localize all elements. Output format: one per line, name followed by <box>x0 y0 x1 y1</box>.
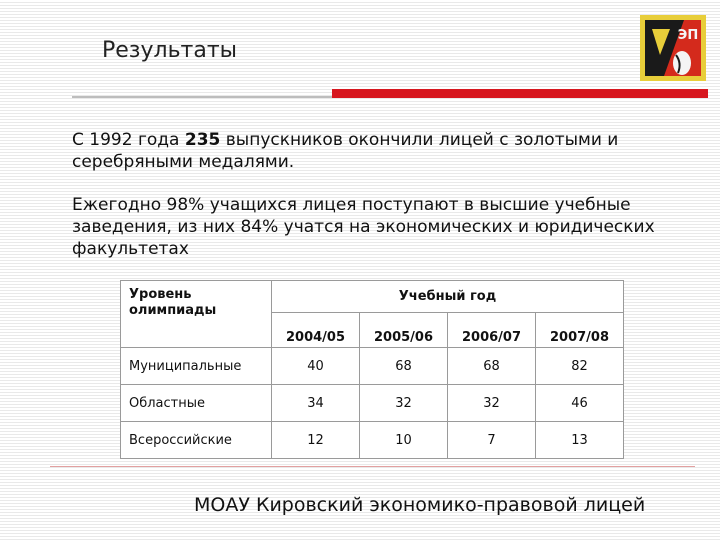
year-header: 2004/05 <box>272 313 360 348</box>
row-label-all-russian: Всероссийские <box>121 422 272 459</box>
medalists-paragraph <box>72 129 672 173</box>
medalists-text-end: выпускников окончили лицей с золотыми и серебряными медалями. <box>72 130 619 172</box>
table-cell: 32 <box>448 385 536 422</box>
medalists-count: 235 <box>184 130 221 150</box>
header-academic-year: Учебный год <box>272 281 624 313</box>
table-cell: 34 <box>272 385 360 422</box>
medalists-text-start: С 1992 года <box>72 130 185 150</box>
year-header: 2006/07 <box>448 313 536 348</box>
olympiad-results-table <box>120 280 624 459</box>
table-row <box>121 385 624 422</box>
logo-letters: ЭП <box>677 28 699 43</box>
title-underline-red <box>332 89 708 98</box>
table-cell: 68 <box>448 348 536 385</box>
table-cell: 46 <box>536 385 624 422</box>
table-cell: 13 <box>536 422 624 459</box>
table-cell: 10 <box>360 422 448 459</box>
title-underline-gray <box>72 96 334 98</box>
row-label-regional: Областные <box>121 385 272 422</box>
slide-title: Результаты <box>102 38 238 63</box>
year-header: 2005/06 <box>360 313 448 348</box>
table-row <box>121 422 624 459</box>
lyceum-logo-emblem <box>640 15 706 81</box>
header-olympiad-level: Уровень олимпиады <box>121 281 272 348</box>
table-cell: 32 <box>360 385 448 422</box>
table-cell: 68 <box>360 348 448 385</box>
university-admission-paragraph: Ежегодно 98% учащихся лицея поступают в высшие учебные заведения, из них 84% учатся на экономических и юридических факультетах <box>72 195 655 259</box>
year-header: 2007/08 <box>536 313 624 348</box>
lyceum-logo <box>640 15 706 81</box>
row-label-municipal: Муниципальные <box>121 348 272 385</box>
table-cell: 7 <box>448 422 536 459</box>
table-cell: 12 <box>272 422 360 459</box>
table-cell: 40 <box>272 348 360 385</box>
table-row <box>121 348 624 385</box>
footer-divider <box>50 466 695 467</box>
footer-school-name: МОАУ Кировский экономико-правовой лицей <box>194 494 646 516</box>
table-cell: 82 <box>536 348 624 385</box>
